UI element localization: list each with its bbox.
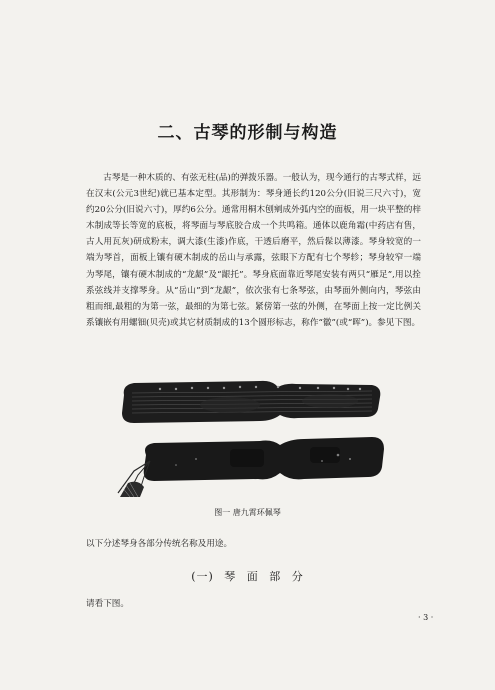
page-number: · 3 · [418,613,434,622]
section-title: 二、古琴的形制与构造 [157,123,338,143]
figure-caption: 图一 唐九霄环佩琴 [214,508,281,517]
intro-text: 以下分述琴身各部分传统名称及用途。 [86,539,233,549]
subsection-title: (一) 琴 面 部 分 [191,570,304,583]
body-paragraph-block [86,170,421,331]
guqin-photograph [110,375,393,497]
qin-top-view [122,381,380,423]
see-below-text: 请看下图。 [86,599,129,609]
body-paragraph: 古琴是一种木质的、有弦无柱(品)的弹拨乐器。一般认为，现今通行的古琴式样，远在汉末(公元3世纪)就已基本定型。其形制为：琴身通长约120公分(旧说三尺六寸)，宽约20公分(旧说六寸)，厚约6公分。通常用桐木刨剜成外弧内空的面板，用一块平整的梓木制成等长等宽的底板，将琴面与琴底胶合成一个共鸣箱。通体以鹿角霜(中药店有售，古人用瓦灰)研成粉末，调大漆(生漆)作底，干透后磨平，然后髹以薄漆。琴身较宽的一端为琴首，面板上镶有硬木制成的岳山与承露，弦眼下方配有七个琴轸；琴身较窄一端为琴尾，镶有硬木制成的“龙龈”及“龈托”。琴身底面靠近琴尾安装有两只“雁足”,用以拴系弦线并支撑琴身。从“岳山”到“龙龈”，依次张有七条琴弦，由琴面外侧向内，琴弦由粗而细,最粗的为第一弦，最细的为第七弦。紧傍第一弦的外侧，在琴面上按一定比例关系镶嵌有用螺钿(贝壳)或其它材质制成的13个圆形标志，称作“徽”(或“晖”)。参见下图。 [86,173,421,328]
